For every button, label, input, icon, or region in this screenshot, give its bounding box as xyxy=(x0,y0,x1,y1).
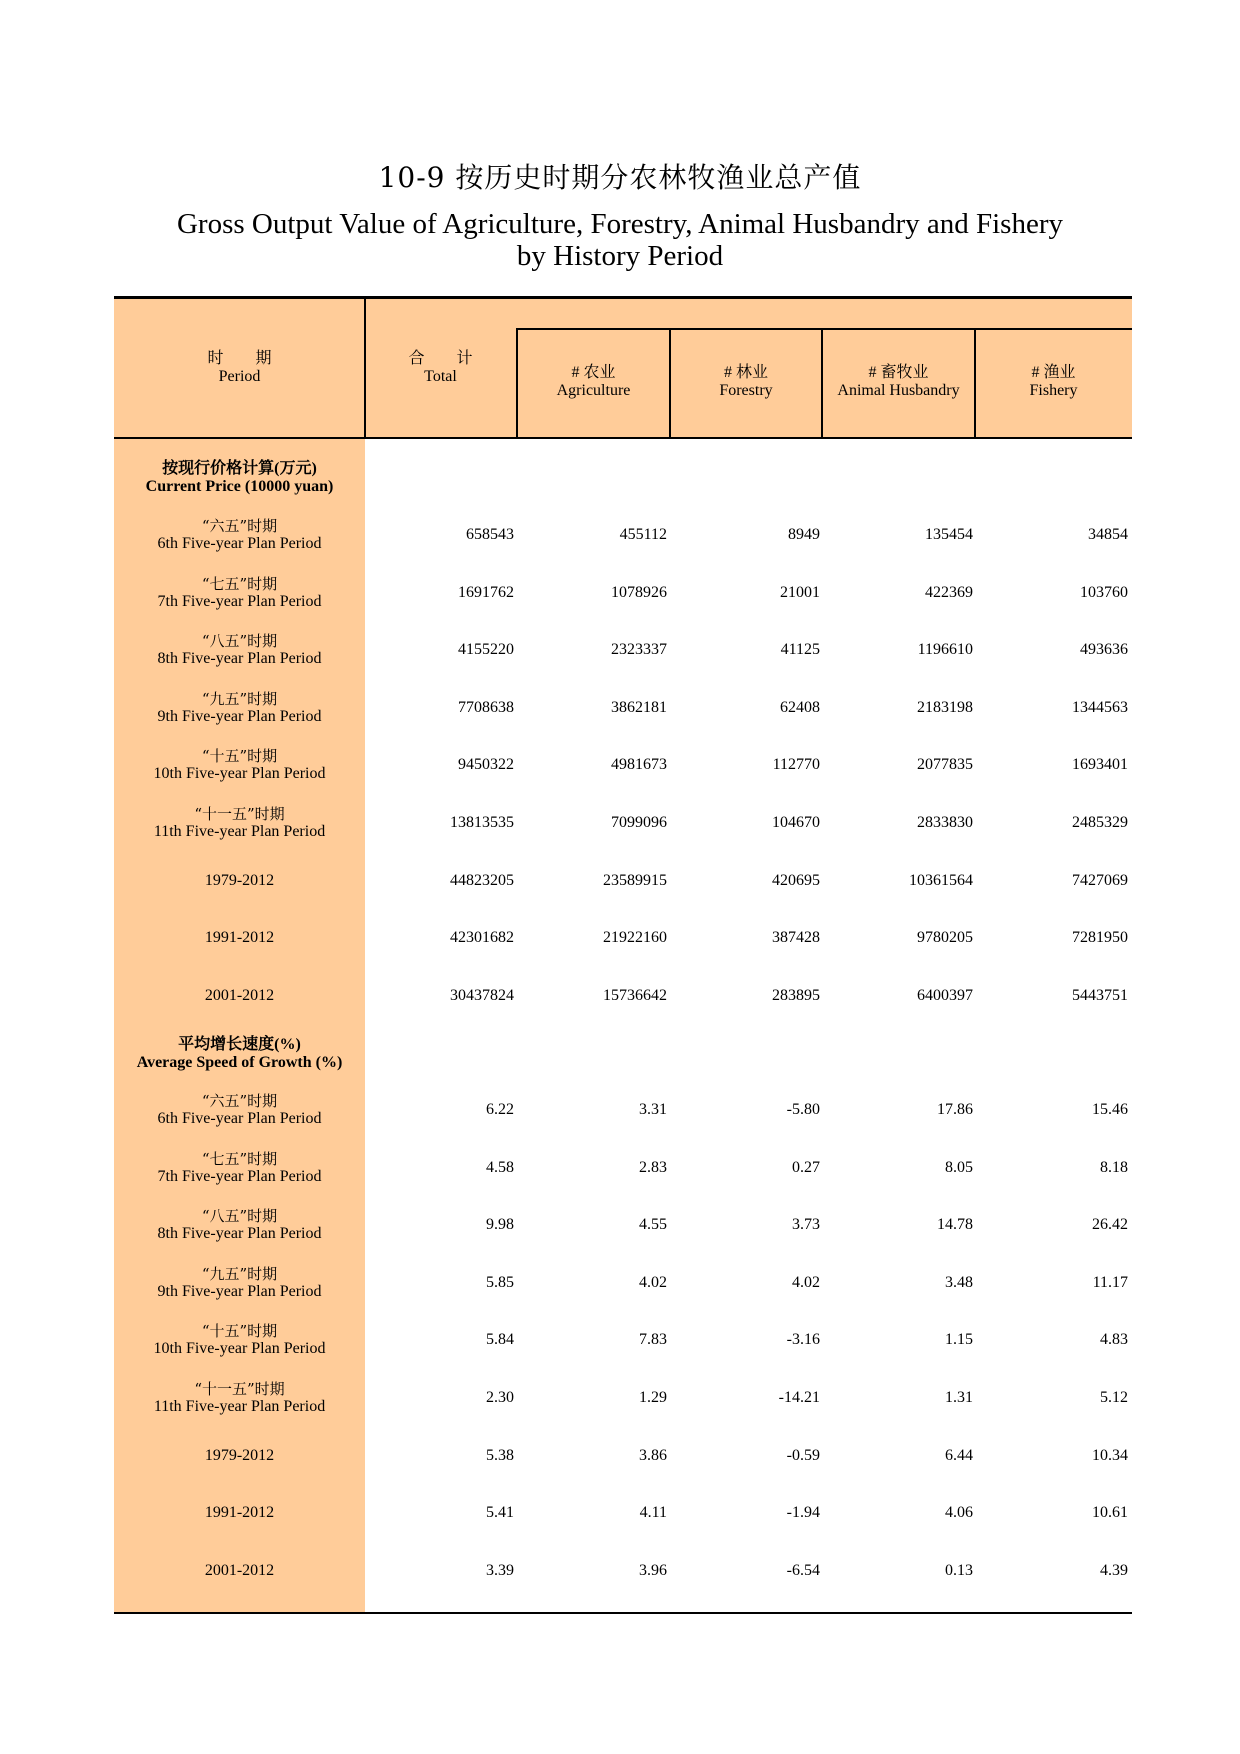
cell-forestry: 104670 xyxy=(772,814,820,831)
header-total-en: Total xyxy=(424,368,457,385)
cell-animal-husbandry: 9780205 xyxy=(917,929,973,947)
cell-agriculture: 4.11 xyxy=(639,1504,667,1522)
top-rule xyxy=(114,296,1132,299)
cell-total: 6.22 xyxy=(486,1101,514,1118)
period-label xyxy=(114,1081,365,1139)
cell-total: 658543 xyxy=(466,526,514,543)
period-label-cn: “十五”时期 xyxy=(201,747,278,766)
header-fishery-en: Fishery xyxy=(1029,382,1078,399)
period-label xyxy=(114,506,365,564)
cell-agriculture: 7099096 xyxy=(611,814,667,831)
cell-forestry: 112770 xyxy=(772,756,820,774)
period-label-en: 9th Five-year Plan Period xyxy=(157,1282,322,1300)
table-row xyxy=(114,1427,1132,1485)
period-label xyxy=(114,564,365,622)
period-label xyxy=(114,1369,365,1427)
cell-total: 3.39 xyxy=(486,1561,514,1579)
subheader-rule xyxy=(517,328,1132,330)
cell-total: 4.58 xyxy=(486,1158,514,1176)
header-period xyxy=(114,350,365,386)
table-row xyxy=(114,967,1132,1025)
cell-forestry: 62408 xyxy=(780,698,820,716)
cell-fishery: 11.17 xyxy=(1092,1273,1128,1291)
cell-total: 5.41 xyxy=(486,1504,514,1522)
cell-forestry: -1.94 xyxy=(786,1504,820,1522)
cell-animal-husbandry: 8.05 xyxy=(945,1158,973,1176)
header-forestry-cn: # 林业 xyxy=(723,364,768,381)
period-label-en: 1991-2012 xyxy=(204,929,275,947)
cell-forestry: 4.02 xyxy=(792,1273,820,1291)
cell-animal-husbandry: 2833830 xyxy=(917,814,973,831)
cell-total: 13813535 xyxy=(450,814,514,831)
cell-forestry: 0.27 xyxy=(792,1158,820,1176)
cell-fishery: 26.42 xyxy=(1092,1216,1128,1234)
period-label-en: 7th Five-year Plan Period xyxy=(157,1167,322,1185)
cell-fishery: 8.18 xyxy=(1100,1158,1128,1176)
cell-agriculture: 3.96 xyxy=(639,1561,667,1579)
period-label-cn: “十一五”时期 xyxy=(194,1380,285,1398)
group-heading-cn: 平均增长速度(%) xyxy=(178,1036,301,1053)
cell-agriculture: 3.31 xyxy=(639,1101,667,1118)
period-label-en: 10th Five-year Plan Period xyxy=(153,765,326,783)
period-label-cn: “九五”时期 xyxy=(201,1264,278,1283)
period-label-en: 8th Five-year Plan Period xyxy=(157,650,322,668)
cell-animal-husbandry: 0.13 xyxy=(945,1561,973,1579)
cell-agriculture: 2323337 xyxy=(611,641,667,659)
period-label-en: 10th Five-year Plan Period xyxy=(153,1340,326,1358)
cell-fishery: 5.12 xyxy=(1100,1389,1128,1406)
header-period-en: Period xyxy=(218,368,261,385)
period-label-cn: “七五”时期 xyxy=(201,1149,278,1168)
group-heading-growth xyxy=(114,1036,365,1072)
cell-fishery: 103760 xyxy=(1080,583,1128,601)
cell-agriculture: 1.29 xyxy=(639,1389,667,1406)
cell-forestry: -6.54 xyxy=(786,1561,820,1579)
header-forestry-en: Forestry xyxy=(719,382,773,399)
cell-animal-husbandry: 422369 xyxy=(925,583,973,601)
cell-forestry: 3.73 xyxy=(792,1216,820,1234)
cell-agriculture: 7.83 xyxy=(639,1331,667,1349)
period-label-cn: “十五”时期 xyxy=(201,1322,278,1341)
period-label-cn: “六五”时期 xyxy=(201,1092,278,1110)
cell-forestry: -0.59 xyxy=(786,1446,820,1464)
cell-animal-husbandry: 3.48 xyxy=(945,1273,973,1291)
cell-animal-husbandry: 1196610 xyxy=(917,641,973,659)
bottom-rule xyxy=(114,1612,1132,1614)
table-row xyxy=(114,506,1132,564)
cell-agriculture: 3.86 xyxy=(639,1446,667,1464)
period-label-en: 7th Five-year Plan Period xyxy=(157,592,322,610)
cell-agriculture: 4.02 xyxy=(639,1273,667,1291)
header-animal-husbandry-cn: # 畜牧业 xyxy=(868,364,929,381)
header-fishery xyxy=(975,364,1132,400)
table-row xyxy=(114,621,1132,679)
group-heading-cn: 按现行价格计算(万元) xyxy=(162,460,317,477)
cell-animal-husbandry: 1.15 xyxy=(945,1331,973,1349)
cell-total: 42301682 xyxy=(450,929,514,947)
period-label-en: 9th Five-year Plan Period xyxy=(157,707,322,725)
period-label-en: 2001-2012 xyxy=(204,986,275,1004)
cell-fishery: 34854 xyxy=(1088,526,1128,543)
period-label xyxy=(114,1484,365,1542)
page-title-en-line1: Gross Output Value of Agriculture, Forestry, Animal Husbandry and Fishery xyxy=(176,208,1063,240)
period-label xyxy=(114,1254,365,1312)
cell-forestry: 387428 xyxy=(772,929,820,947)
table-row xyxy=(114,1311,1132,1369)
cell-total: 7708638 xyxy=(458,698,514,716)
table-row xyxy=(114,852,1132,910)
cell-total: 9450322 xyxy=(458,756,514,774)
cell-fishery: 15.46 xyxy=(1092,1101,1128,1118)
cell-animal-husbandry: 17.86 xyxy=(937,1101,973,1118)
period-label-en: 1979-2012 xyxy=(204,871,275,889)
table-row xyxy=(114,794,1132,852)
cell-forestry: 21001 xyxy=(780,583,820,601)
cell-fishery: 7281950 xyxy=(1072,929,1128,947)
group-heading-en: Current Price (10000 yuan) xyxy=(145,478,334,495)
period-label xyxy=(114,967,365,1025)
header-total-cn: 合 计 xyxy=(408,350,473,367)
header-agriculture xyxy=(517,364,670,400)
cell-total: 5.85 xyxy=(486,1273,514,1291)
cell-fishery: 4.39 xyxy=(1100,1561,1128,1579)
cell-animal-husbandry: 135454 xyxy=(925,526,973,543)
cell-agriculture: 15736642 xyxy=(603,986,667,1004)
cell-total: 1691762 xyxy=(458,583,514,601)
cell-fishery: 10.34 xyxy=(1092,1446,1128,1464)
cell-fishery: 2485329 xyxy=(1072,814,1128,831)
header-period-cn: 时 期 xyxy=(207,350,272,367)
period-label-en: 6th Five-year Plan Period xyxy=(157,535,322,552)
cell-animal-husbandry: 14.78 xyxy=(937,1216,973,1234)
cell-total: 4155220 xyxy=(458,641,514,659)
period-label-cn: “九五”时期 xyxy=(201,689,278,708)
cell-animal-husbandry: 4.06 xyxy=(945,1504,973,1522)
period-label xyxy=(114,852,365,910)
page-title-en-line2: by History Period xyxy=(516,240,724,272)
table-row xyxy=(114,1254,1132,1312)
cell-total: 2.30 xyxy=(486,1389,514,1406)
page-title-en xyxy=(0,208,1240,272)
cell-agriculture: 21922160 xyxy=(603,929,667,947)
header-agriculture-cn: # 农业 xyxy=(571,364,616,381)
cell-forestry: 41125 xyxy=(780,641,820,659)
cell-fishery: 4.83 xyxy=(1100,1331,1128,1349)
cell-fishery: 493636 xyxy=(1080,641,1128,659)
cell-agriculture: 2.83 xyxy=(639,1158,667,1176)
data-table xyxy=(114,296,1132,1614)
cell-agriculture: 4981673 xyxy=(611,756,667,774)
period-label xyxy=(114,909,365,967)
cell-forestry: 283895 xyxy=(772,986,820,1004)
period-label xyxy=(114,1427,365,1485)
header-forestry xyxy=(670,364,822,400)
period-label xyxy=(114,621,365,679)
period-label-en: 1979-2012 xyxy=(204,1446,275,1464)
table-row xyxy=(114,1484,1132,1542)
period-label-cn: “八五”时期 xyxy=(201,1207,278,1226)
cell-fishery: 1344563 xyxy=(1072,698,1128,716)
cell-fishery: 7427069 xyxy=(1072,871,1128,889)
group-heading-current-price xyxy=(114,460,365,496)
table-row xyxy=(114,909,1132,967)
cell-animal-husbandry: 1.31 xyxy=(945,1389,973,1406)
period-label xyxy=(114,1196,365,1254)
page-title-cn: 10-9 按历史时期分农林牧渔业总产值 xyxy=(378,161,862,194)
period-label-cn: “十一五”时期 xyxy=(194,805,285,823)
cell-forestry: 420695 xyxy=(772,871,820,889)
table-row xyxy=(114,1369,1132,1427)
table-row xyxy=(114,1542,1132,1600)
cell-animal-husbandry: 6400397 xyxy=(917,986,973,1004)
cell-forestry: -3.16 xyxy=(786,1331,820,1349)
period-label-en: 2001-2012 xyxy=(204,1561,275,1579)
cell-forestry: 8949 xyxy=(788,526,820,543)
cell-animal-husbandry: 2077835 xyxy=(917,756,973,774)
cell-agriculture: 4.55 xyxy=(639,1216,667,1234)
cell-fishery: 10.61 xyxy=(1092,1504,1128,1522)
period-label-cn: “七五”时期 xyxy=(201,574,278,593)
period-label-cn: “六五”时期 xyxy=(201,517,278,535)
period-label-en: 11th Five-year Plan Period xyxy=(153,823,326,840)
period-label xyxy=(114,1139,365,1197)
period-label-cn: “八五”时期 xyxy=(201,632,278,651)
group-heading-en: Average Speed of Growth (%) xyxy=(136,1054,343,1071)
cell-forestry: -14.21 xyxy=(778,1389,820,1406)
cell-total: 5.38 xyxy=(486,1446,514,1464)
cell-forestry: -5.80 xyxy=(786,1101,820,1118)
cell-total: 44823205 xyxy=(450,871,514,889)
cell-agriculture: 3862181 xyxy=(611,698,667,716)
period-label-en: 11th Five-year Plan Period xyxy=(153,1398,326,1415)
period-label-en: 8th Five-year Plan Period xyxy=(157,1225,322,1243)
header-animal-husbandry xyxy=(822,364,975,400)
cell-fishery: 1693401 xyxy=(1072,756,1128,774)
table-row xyxy=(114,1139,1132,1197)
cell-total: 30437824 xyxy=(450,986,514,1004)
cell-animal-husbandry: 2183198 xyxy=(917,698,973,716)
period-label xyxy=(114,794,365,852)
header-bottom-rule xyxy=(114,437,1132,439)
cell-total: 9.98 xyxy=(486,1216,514,1234)
cell-total: 5.84 xyxy=(486,1331,514,1349)
table-row xyxy=(114,736,1132,794)
cell-animal-husbandry: 10361564 xyxy=(909,871,973,889)
header-total xyxy=(365,350,516,386)
header-fishery-cn: # 渔业 xyxy=(1031,364,1076,381)
period-label xyxy=(114,736,365,794)
cell-agriculture: 1078926 xyxy=(611,583,667,601)
header-animal-husbandry-en: Animal Husbandry xyxy=(837,382,960,399)
period-label xyxy=(114,1542,365,1600)
period-label xyxy=(114,1311,365,1369)
table-row xyxy=(114,1081,1132,1139)
cell-fishery: 5443751 xyxy=(1072,986,1128,1004)
period-label-en: 1991-2012 xyxy=(204,1504,275,1522)
period-label xyxy=(114,679,365,737)
header-agriculture-en: Agriculture xyxy=(556,382,631,399)
table-row xyxy=(114,1196,1132,1254)
cell-agriculture: 455112 xyxy=(619,526,667,543)
cell-agriculture: 23589915 xyxy=(603,871,667,889)
table-row xyxy=(114,679,1132,737)
cell-animal-husbandry: 6.44 xyxy=(945,1446,973,1464)
table-row xyxy=(114,564,1132,622)
period-label-en: 6th Five-year Plan Period xyxy=(157,1110,322,1127)
